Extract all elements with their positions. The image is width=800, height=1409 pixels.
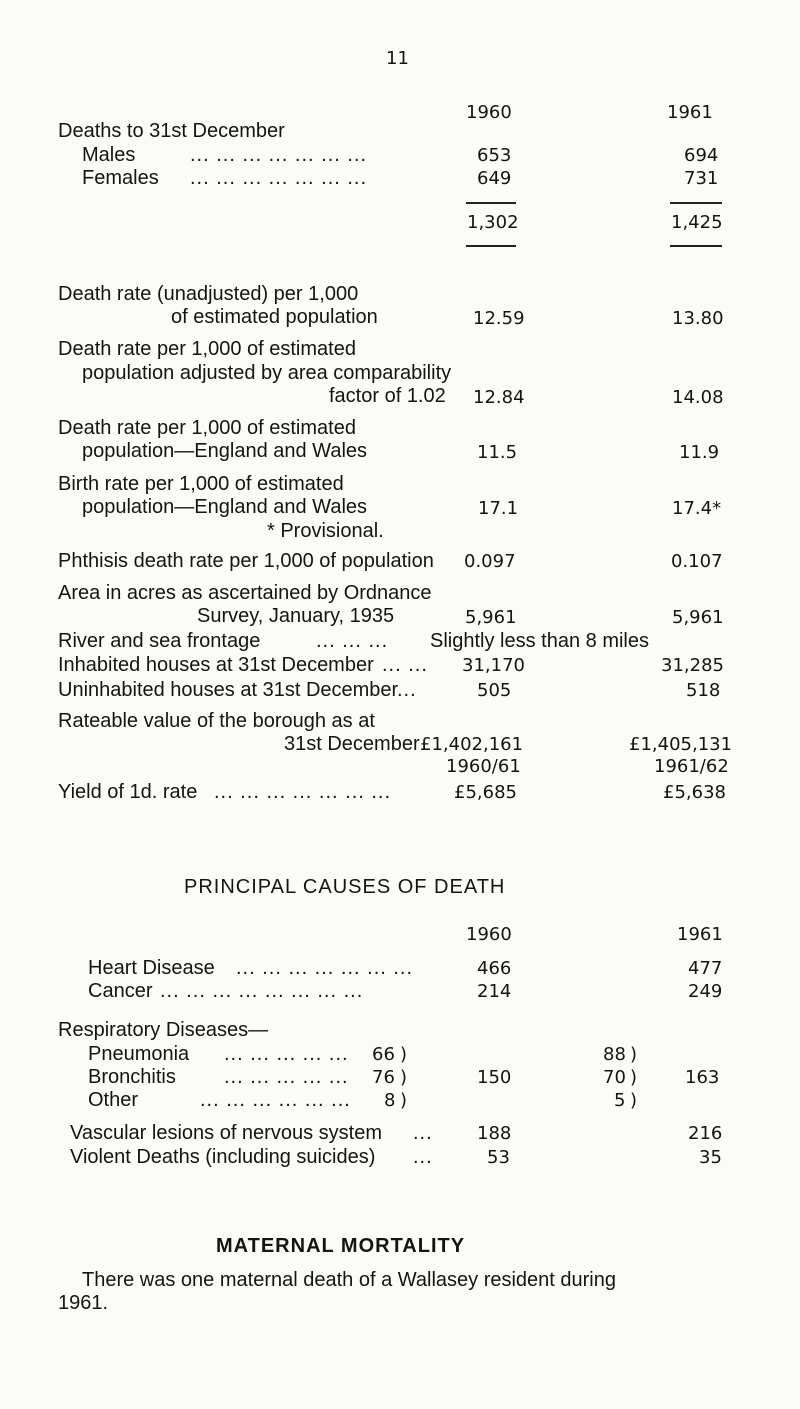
total-rule-bottom-1960 bbox=[466, 245, 516, 247]
respiratory-total-1961: 163 bbox=[685, 1067, 720, 1088]
heart-disease-leader-dots: ... ... ... ... ... ... ... bbox=[236, 957, 414, 979]
yield-leader-dots: ... ... ... ... ... ... ... bbox=[214, 781, 392, 803]
other-respiratory-1961: 5 bbox=[614, 1090, 626, 1111]
rate-period-1961: 1961/62 bbox=[654, 756, 729, 777]
yield-1961: £5,638 bbox=[663, 782, 726, 803]
column-header-1960: 1960 bbox=[466, 102, 512, 123]
violent-deaths-1961: 35 bbox=[699, 1147, 722, 1168]
inhabited-houses-1960: 31,170 bbox=[462, 655, 525, 676]
uninhabited-houses-1961: 518 bbox=[686, 680, 721, 701]
deaths-heading: Deaths to 31st December bbox=[58, 120, 285, 142]
other-respiratory-leader-dots: ... ... ... ... ... ... bbox=[200, 1089, 351, 1111]
females-1961: 731 bbox=[684, 168, 719, 189]
heart-disease-1960: 466 bbox=[477, 958, 512, 979]
unadjusted-rate-1961: 13.80 bbox=[672, 308, 724, 329]
causes-column-header-1960: 1960 bbox=[466, 924, 512, 945]
area-label-line2: Survey, January, 1935 bbox=[197, 605, 395, 627]
page-number: 11 bbox=[386, 48, 409, 69]
cancer-1961: 249 bbox=[688, 981, 723, 1002]
total-deaths-1961: 1,425 bbox=[671, 212, 723, 233]
heart-disease-1961: 477 bbox=[688, 958, 723, 979]
vascular-lesions-1960: 188 bbox=[477, 1123, 512, 1144]
total-rule-top-1960 bbox=[466, 202, 516, 204]
males-1960: 653 bbox=[477, 145, 512, 166]
ew-death-rate-1961: 11.9 bbox=[679, 442, 720, 463]
ew-birth-rate-1961: 17.4* bbox=[672, 498, 722, 519]
females-1960: 649 bbox=[477, 168, 512, 189]
total-rule-top-1961 bbox=[670, 202, 722, 204]
adjusted-rate-1961: 14.08 bbox=[672, 387, 724, 408]
rate-period-1960: 1960/61 bbox=[446, 756, 521, 777]
unadjusted-rate-label-line2: of estimated population bbox=[171, 306, 378, 328]
pneumonia-bracket-1960: ) bbox=[400, 1044, 408, 1065]
adjusted-rate-label-line2: population adjusted by area comparability bbox=[82, 362, 452, 384]
vascular-lesions-leader-dots: ... bbox=[413, 1122, 433, 1144]
heart-disease-label: Heart Disease bbox=[88, 957, 215, 979]
vascular-lesions-1961: 216 bbox=[688, 1123, 723, 1144]
pneumonia-1960: 66 bbox=[372, 1044, 395, 1065]
yield-label: Yield of 1d. rate bbox=[58, 781, 198, 803]
females-label: Females bbox=[82, 167, 159, 189]
bronchitis-1960: 76 bbox=[372, 1067, 395, 1088]
cancer-label: Cancer bbox=[88, 980, 153, 1002]
phthisis-rate-1961: 0.107 bbox=[671, 551, 723, 572]
yield-1960: £5,685 bbox=[454, 782, 517, 803]
total-rule-bottom-1961 bbox=[670, 245, 722, 247]
ew-birth-rate-label-line1: Birth rate per 1,000 of estimated bbox=[58, 473, 344, 495]
cancer-leader-dots: ... ... ... ... ... ... ... ... bbox=[160, 980, 364, 1002]
maternal-mortality-title: MATERNAL MORTALITY bbox=[216, 1235, 466, 1257]
rateable-value-label-line2: 31st December bbox=[284, 733, 420, 755]
frontage-value: Slightly less than 8 miles bbox=[430, 630, 649, 652]
bronchitis-bracket-1961: ) bbox=[630, 1067, 638, 1088]
bronchitis-bracket-1960: ) bbox=[400, 1067, 408, 1088]
respiratory-total-1960: 150 bbox=[477, 1067, 512, 1088]
rateable-value-label-line1: Rateable value of the borough as at bbox=[58, 710, 375, 732]
other-respiratory-label: Other bbox=[88, 1089, 139, 1111]
principal-causes-title: PRINCIPAL CAUSES OF DEATH bbox=[184, 876, 506, 898]
frontage-label: River and sea frontage bbox=[58, 630, 261, 652]
ew-death-rate-1960: 11.5 bbox=[477, 442, 518, 463]
rateable-value-1960: £1,402,161 bbox=[420, 734, 524, 755]
other-respiratory-1960: 8 bbox=[384, 1090, 396, 1111]
phthisis-rate-label: Phthisis death rate per 1,000 of population bbox=[58, 550, 434, 572]
adjusted-rate-1960: 12.84 bbox=[473, 387, 525, 408]
area-1961: 5,961 bbox=[672, 607, 724, 628]
males-leader-dots: ... ... ... ... ... ... ... bbox=[190, 144, 368, 166]
ew-birth-rate-label-line2: population—England and Wales bbox=[82, 496, 368, 518]
other-bracket-1960: ) bbox=[400, 1090, 408, 1111]
pneumonia-1961: 88 bbox=[603, 1044, 626, 1065]
ew-birth-rate-1960: 17.1 bbox=[478, 498, 519, 519]
inhabited-houses-leader-dots: ... ... bbox=[382, 654, 428, 676]
pneumonia-leader-dots: ... ... ... ... ... bbox=[224, 1043, 349, 1065]
area-1960: 5,961 bbox=[465, 607, 517, 628]
cancer-1960: 214 bbox=[477, 981, 512, 1002]
unadjusted-rate-1960: 12.59 bbox=[473, 308, 525, 329]
bronchitis-leader-dots: ... ... ... ... ... bbox=[224, 1066, 349, 1088]
pneumonia-bracket-1961: ) bbox=[630, 1044, 638, 1065]
total-deaths-1960: 1,302 bbox=[467, 212, 519, 233]
violent-deaths-1960: 53 bbox=[487, 1147, 510, 1168]
bronchitis-label: Bronchitis bbox=[88, 1066, 176, 1088]
phthisis-rate-1960: 0.097 bbox=[464, 551, 516, 572]
males-label: Males bbox=[82, 144, 136, 166]
area-label-line1: Area in acres as ascertained by Ordnance bbox=[58, 582, 432, 604]
provisional-note: * Provisional. bbox=[267, 520, 384, 542]
females-leader-dots: ... ... ... ... ... ... ... bbox=[190, 167, 368, 189]
other-bracket-1961: ) bbox=[630, 1090, 638, 1111]
violent-deaths-label: Violent Deaths (including suicides) bbox=[70, 1146, 376, 1168]
males-1961: 694 bbox=[684, 145, 719, 166]
uninhabited-houses-1960: 505 bbox=[477, 680, 512, 701]
rateable-value-1961: £1,405,131 bbox=[629, 734, 733, 755]
bronchitis-1961: 70 bbox=[603, 1067, 626, 1088]
uninhabited-houses-label: Uninhabited houses at 31st December bbox=[58, 679, 399, 701]
adjusted-rate-label-line1: Death rate per 1,000 of estimated bbox=[58, 338, 356, 360]
column-header-1961: 1961 bbox=[667, 102, 713, 123]
ew-death-rate-label-line1: Death rate per 1,000 of estimated bbox=[58, 417, 356, 439]
violent-deaths-leader-dots: ... bbox=[413, 1146, 433, 1168]
inhabited-houses-label: Inhabited houses at 31st December bbox=[58, 654, 374, 676]
respiratory-diseases-label: Respiratory Diseases— bbox=[58, 1019, 269, 1041]
uninhabited-houses-leader-dots: ... bbox=[397, 679, 417, 701]
frontage-leader-dots: ... ... ... bbox=[316, 630, 389, 652]
maternal-mortality-text-line1: There was one maternal death of a Wallasey resident during bbox=[82, 1269, 616, 1291]
pneumonia-label: Pneumonia bbox=[88, 1043, 190, 1065]
adjusted-rate-label-line3: factor of 1.02 bbox=[329, 385, 446, 407]
causes-column-header-1961: 1961 bbox=[677, 924, 723, 945]
unadjusted-rate-label-line1: Death rate (unadjusted) per 1,000 bbox=[58, 283, 359, 305]
maternal-mortality-text-line2: 1961. bbox=[58, 1292, 109, 1314]
inhabited-houses-1961: 31,285 bbox=[661, 655, 724, 676]
ew-death-rate-label-line2: population—England and Wales bbox=[82, 440, 368, 462]
vascular-lesions-label: Vascular lesions of nervous system bbox=[70, 1122, 382, 1144]
